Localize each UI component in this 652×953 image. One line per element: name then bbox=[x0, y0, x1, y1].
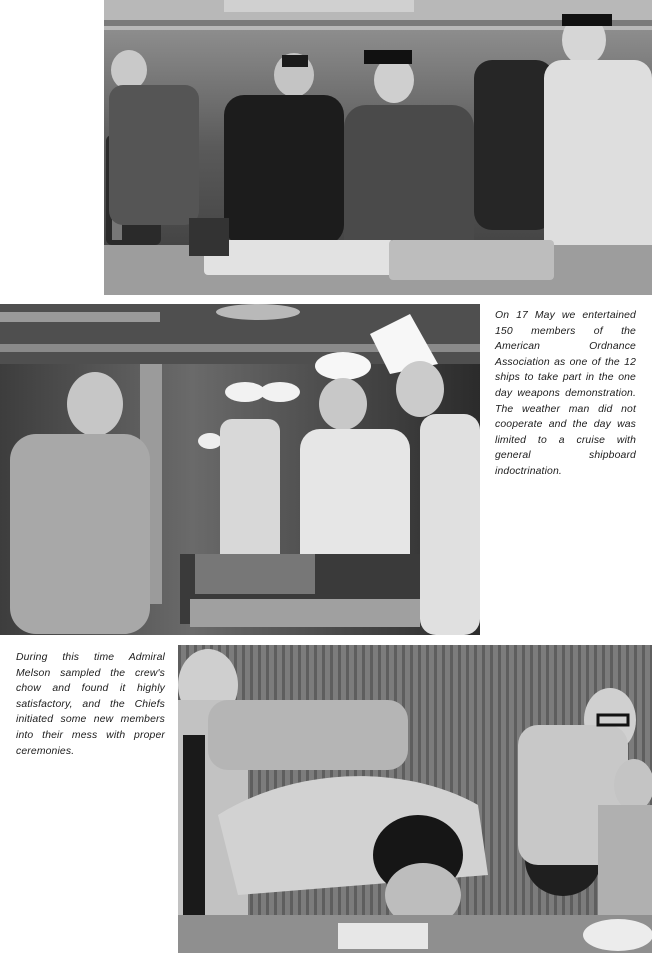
photo-chiefs-initiation bbox=[178, 645, 652, 953]
admiral-sampling-chow-image bbox=[0, 304, 480, 635]
chiefs-initiation-image bbox=[178, 645, 652, 953]
ordnance-visit-caption: On 17 May we entertained 150 members of the American Ordnance Association as one of the 12 ships to take part in the one day weapons demonstration. The weather man did not cooperate and the day was limited to a cruise with general shipboard indoctrination. bbox=[495, 310, 636, 477]
photo-guests-at-buffet bbox=[104, 0, 652, 295]
admiral-melson-caption: During this time Admiral Melson sampled the crew's chow and found it highly satisfactory, and the Chiefs initiated some new members into their mess with proper ceremonies. bbox=[16, 652, 165, 757]
photo-admiral-sampling-chow bbox=[0, 304, 480, 635]
guests-at-buffet-image bbox=[104, 0, 652, 295]
